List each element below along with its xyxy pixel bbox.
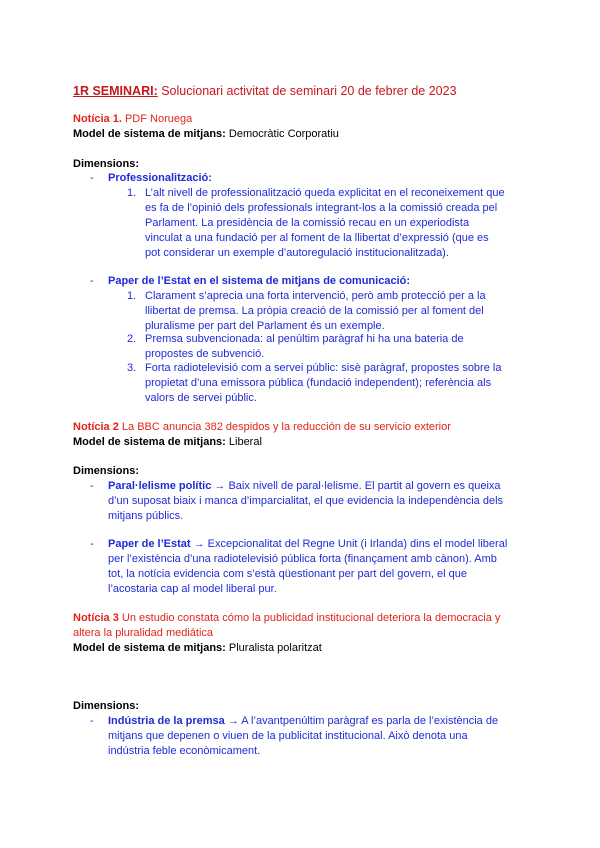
dimension-title: Paper de l’Estat en el sistema de mitjans de comunicació:	[108, 275, 410, 287]
news-3-text: Un estudio constata cómo la publicidad institucional deteriora la democracia y altera la pluralidad mediática	[73, 612, 501, 639]
model-label: Model de sistema de mitjans:	[73, 128, 226, 140]
list-number: 1.	[127, 290, 137, 302]
dimension-title: Professionalització:	[108, 172, 212, 184]
news-3-model-value: Pluralista polaritzat	[225, 642, 322, 654]
news-1-dimensions-label: Dimensions:	[73, 158, 140, 170]
list-item: Forta radiotelevisió com a servei públic: sisè paràgraf, propostes sobre la propietat d’una emissora pública (fundació independent); referència als valors de servei públic.	[145, 362, 502, 404]
dimension-paragraph	[108, 714, 508, 759]
list-item: Clarament s’aprecia una forta intervenció, però amb protecció per a la llibertat de premsa. La pròpia creació de la comissió per al foment del pluralisme per part del Parlament és un exemple.	[145, 290, 486, 332]
bullet-dash: -	[90, 715, 94, 727]
bullet-dash: -	[90, 538, 94, 550]
news-1-text: PDF Noruega	[121, 113, 193, 125]
dimension-paragraph	[108, 479, 508, 524]
dimension-text: → Baix nivell de paral·lelisme. El partit al govern es queixa d’un suposat biaix i manca d’imparcialitat, el que evidencia la independència dels mitjans públics.	[108, 480, 504, 522]
news-2-dimensions-label: Dimensions:	[73, 465, 140, 477]
list-item: Premsa subvencionada: al penúltim paràgraf hi ha una bateria de propostes de subvenció.	[145, 333, 464, 360]
news-1-heading	[73, 112, 533, 127]
list-number: 2.	[127, 333, 137, 345]
news-2-label: Notícia 2	[73, 421, 119, 433]
news-2-text: La BBC anuncia 382 despidos y la reducción de su servicio exterior	[118, 421, 451, 433]
list-item: L’alt nivell de professionalització queda explicitat en el reconeixement que es fa de l’opinió dels professionals integrant-los a la comissió creada pel Parlament. La presidència de la comissió recau en un experiodista vinculat a una fundació per al foment de la llibertat d’expressió (que es pot considerar un exemple d’autoregulació institucionalitzada).	[145, 187, 505, 259]
news-3-label: Notícia 3	[73, 612, 119, 624]
document-title	[73, 84, 553, 100]
model-label: Model de sistema de mitjans:	[73, 642, 226, 654]
dimension-title: Paral·lelisme polític	[108, 480, 212, 492]
dimension-text: → Excepcionalitat del Regne Unit (i Irlanda) dins el model liberal per l’existència d’una radiotelevisió pública forta (finançament amb cànon). Amb tot, la notícia evidencia com s’està qüestionant per part del govern, el que l’acostaria cap al model liberal pur.	[108, 538, 508, 595]
news-1-label: Notícia 1.	[73, 113, 122, 125]
news-2-model-value: Liberal	[225, 436, 262, 448]
news-3-dimensions-label: Dimensions:	[73, 700, 140, 712]
dimension-paragraph	[108, 537, 508, 597]
list-number: 1.	[127, 187, 137, 199]
dimension-text: → A l’avantpenúltim paràgraf es parla de l’existència de mitjans que depenen o viuen de la publicitat institucional. Això denota una indústria feble econòmicament.	[108, 715, 499, 757]
list-number: 3.	[127, 362, 137, 374]
news-3-model	[73, 641, 533, 656]
bullet-dash: -	[90, 480, 94, 492]
model-label: Model de sistema de mitjans:	[73, 436, 226, 448]
news-2-heading	[73, 420, 543, 435]
bullet-dash: -	[90, 275, 94, 287]
seminar-label: 1R SEMINARI:	[73, 84, 158, 98]
dimension-title: Indústria de la premsa	[108, 715, 225, 727]
dimension-title: Paper de l’Estat	[108, 538, 191, 550]
news-1-model-value: Democràtic Corporatiu	[225, 128, 339, 140]
seminar-title: Solucionari activitat de seminari 20 de febrer de 2023	[157, 84, 457, 98]
bullet-dash: -	[90, 172, 94, 184]
news-1-model	[73, 127, 533, 142]
news-2-model	[73, 435, 533, 450]
news-3-heading	[73, 611, 513, 641]
